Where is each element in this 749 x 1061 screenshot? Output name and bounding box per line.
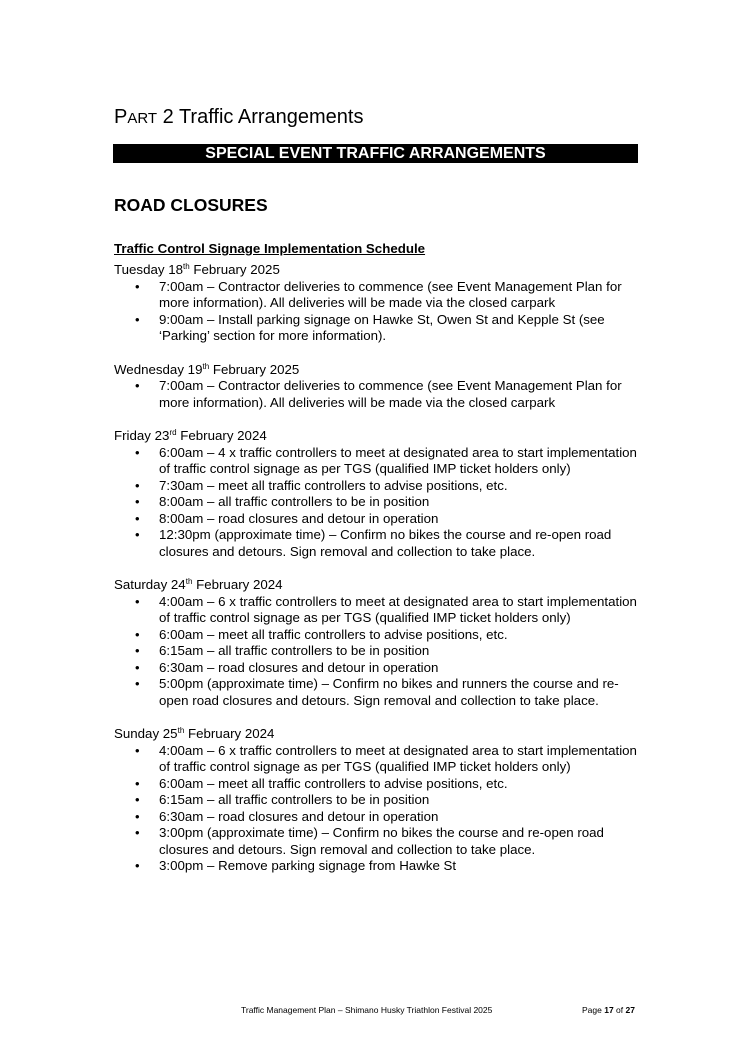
schedule-item-text: 3:00pm – Remove parking signage from Hawke St (159, 858, 457, 873)
schedule-item (114, 676, 644, 709)
bullet-icon: • (135, 527, 140, 542)
day-heading-date: Wednesday 19 (114, 361, 203, 377)
schedule-item (114, 511, 644, 528)
day-heading (114, 726, 644, 743)
day-heading (114, 362, 644, 379)
day-section (114, 577, 644, 709)
day-heading-ordinal: th (202, 361, 210, 371)
section-title: ROAD CLOSURES (114, 195, 268, 215)
schedule-list (114, 279, 644, 345)
part-title-text: Traffic Arrangements (178, 106, 364, 128)
day-heading-date: Tuesday 18 (114, 262, 183, 277)
part-prefix: P (114, 106, 128, 128)
bullet-icon: • (135, 825, 140, 840)
day-heading (114, 428, 644, 445)
schedule-item-text: 6:00am – 4 x traffic controllers to meet at designated area to start implementation of traffic control signage as per TGS (qualified IMP ticket holders only) (159, 444, 637, 476)
footer-document-title: Traffic Management Plan – Shimano Husky Triathlon Festival 2025 (241, 1005, 493, 1015)
schedule-item-text: 12:30pm (approximate time) – Confirm no bikes the course and re-open road closures and detours. Sign removal and collection to take place. (159, 527, 612, 559)
schedule-list (114, 743, 644, 875)
schedule-item (114, 792, 644, 809)
schedule-item (114, 660, 644, 677)
day-heading-ordinal: rd (169, 428, 177, 437)
day-heading-month-year: February 2025 (209, 361, 300, 377)
schedule-item-text: 8:00am – all traffic controllers to be in position (159, 494, 430, 509)
schedule-item (114, 312, 644, 345)
schedule-item-text: 7:30am – meet all traffic controllers to advise positions, etc. (159, 477, 508, 493)
bullet-icon: • (135, 626, 140, 642)
page-label: Page (582, 1005, 605, 1015)
schedule-list (114, 445, 644, 561)
schedule-item (114, 743, 644, 776)
bullet-icon: • (135, 775, 140, 791)
day-heading (114, 577, 644, 594)
schedule-item (114, 527, 644, 560)
bullet-icon: • (135, 444, 140, 460)
schedule-item-text: 6:30am – road closures and detour in operation (159, 808, 439, 824)
bullet-icon: • (135, 510, 140, 526)
schedule-item (114, 643, 644, 660)
day-section (114, 262, 644, 345)
day-heading-month-year: February 2024 (192, 577, 283, 592)
bullet-icon: • (135, 311, 140, 327)
bullet-icon: • (135, 378, 140, 393)
day-heading-month-year: February 2025 (189, 262, 280, 277)
day-section (114, 362, 644, 412)
schedule-item (114, 478, 644, 495)
day-heading-date: Sunday 25 (114, 726, 178, 741)
page-total: 27 (625, 1005, 635, 1015)
schedule-item-text: 6:30am – road closures and detour in operation (159, 659, 439, 675)
special-event-banner: SPECIAL EVENT TRAFFIC ARRANGEMENTS (113, 144, 638, 163)
schedule-item-text: 4:00am – 6 x traffic controllers to meet at designated area to start implementation of traffic control signage as per TGS (qualified IMP ticket holders only) (159, 742, 637, 774)
day-heading (114, 262, 644, 279)
schedule-item-text: 6:15am – all traffic controllers to be in position (159, 792, 430, 807)
part-title (114, 104, 363, 132)
schedule-item (114, 279, 644, 312)
schedule-item (114, 494, 644, 511)
schedule-item-text: 6:00am – meet all traffic controllers to advise positions, etc. (159, 775, 508, 791)
schedule-list (114, 594, 644, 710)
part-prefix-small: ART (127, 110, 158, 127)
bullet-icon: • (135, 808, 140, 824)
schedule-item-text: 3:00pm (approximate time) – Confirm no bikes the course and re-open road closures and detours. Sign removal and collection to take place. (159, 825, 604, 857)
page-current: 17 (604, 1005, 614, 1015)
schedule-item (114, 445, 644, 478)
day-heading-ordinal: th (183, 262, 190, 271)
bullet-icon: • (135, 477, 140, 493)
bullet-icon: • (135, 494, 140, 509)
bullet-icon: • (135, 858, 140, 873)
day-heading-ordinal: th (185, 577, 193, 586)
day-heading-month-year: February 2024 (176, 428, 267, 443)
day-section (114, 428, 644, 560)
schedule-item-text: 9:00am – Install parking signage on Hawke St, Owen St and Kepple St (see ‘Parking’ section for more information). (159, 311, 605, 343)
day-heading-date: Friday 23 (114, 428, 170, 443)
bullet-icon: • (135, 593, 140, 609)
day-heading-date: Saturday 24 (114, 577, 186, 592)
schedule-item (114, 378, 644, 411)
day-heading-ordinal: th (177, 726, 185, 735)
bullet-icon: • (135, 676, 140, 691)
day-heading-month-year: February 2024 (184, 726, 275, 741)
schedule-item-text: 4:00am – 6 x traffic controllers to meet at designated area to start implementation of traffic control signage as per TGS (qualified IMP ticket holders only) (159, 593, 637, 625)
schedule-days (114, 262, 644, 892)
bullet-icon: • (135, 742, 140, 758)
schedule-item-text: 7:00am – Contractor deliveries to commence (see Event Management Plan for more information). All deliveries will be made via the closed carpark (159, 378, 622, 410)
bullet-icon: • (135, 278, 140, 294)
bullet-icon: • (135, 792, 140, 807)
schedule-item (114, 858, 644, 875)
schedule-item-text: 6:00am – meet all traffic controllers to advise positions, etc. (159, 626, 508, 642)
day-section (114, 726, 644, 875)
schedule-item-text: 6:15am – all traffic controllers to be in position (159, 643, 430, 658)
part-number: 2 (157, 106, 179, 128)
schedule-item-text: 8:00am – road closures and detour in operation (159, 510, 439, 526)
schedule-title: Traffic Control Signage Implementation Schedule (114, 241, 426, 256)
schedule-list (114, 378, 644, 411)
schedule-item-text: 5:00pm (approximate time) – Confirm no bikes and runners the course and re-open road closures and detours. Sign removal and collection to take place. (159, 676, 619, 708)
schedule-item (114, 809, 644, 826)
schedule-item (114, 627, 644, 644)
schedule-item-text: 7:00am – Contractor deliveries to commence (see Event Management Plan for more information). All deliveries will be made via the closed carpark (159, 278, 622, 310)
bullet-icon: • (135, 643, 140, 658)
footer-page-number (582, 1004, 635, 1016)
schedule-item (114, 594, 644, 627)
bullet-icon: • (135, 659, 140, 675)
schedule-item (114, 825, 644, 858)
page-of: of (613, 1005, 626, 1015)
schedule-item (114, 776, 644, 793)
